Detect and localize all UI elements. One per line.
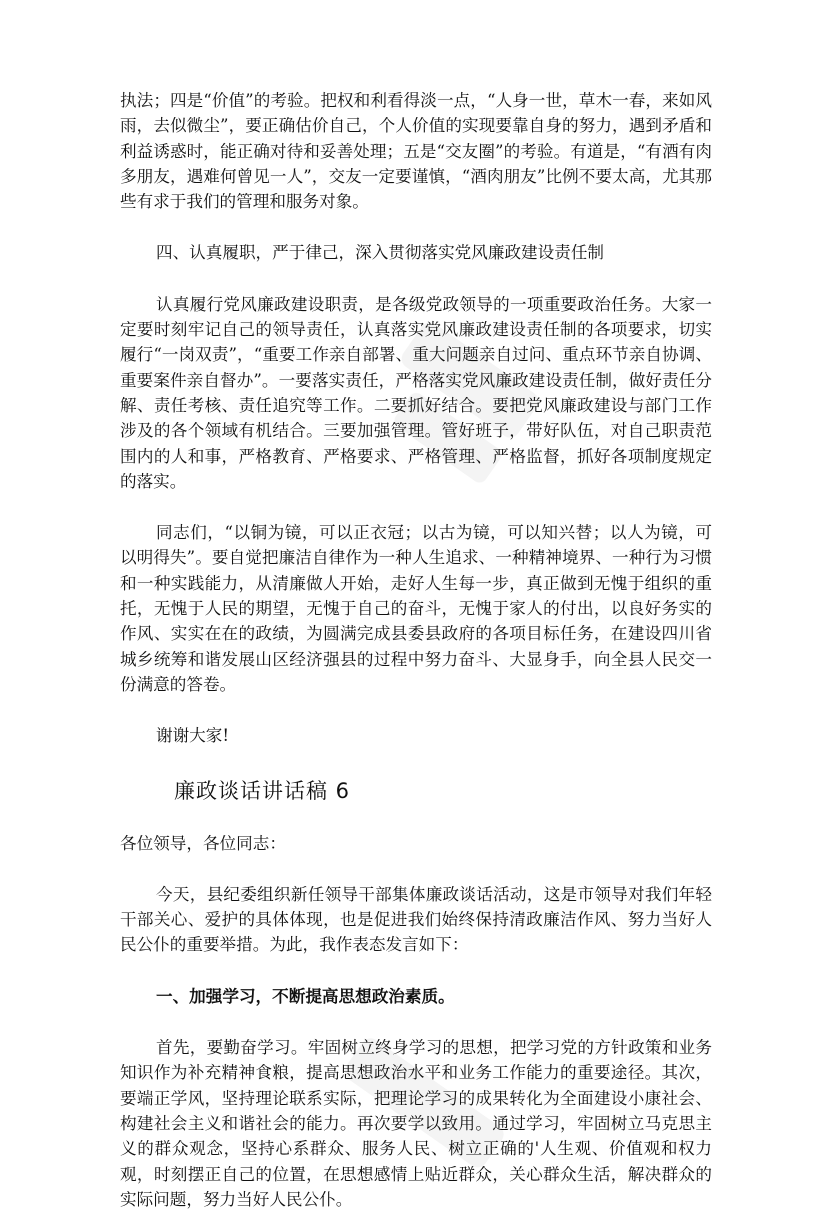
section-heading-one: 一、加强学习，不断提高思想政治素质。 [156,985,455,1006]
paragraph-study: 首先，要勤奋学习。牢固树立终身学习的思想，把学习党的方针政策和业务知识作为补充精神食粮，提高思想政治水平和业务工作能力的重要途径。其次，要端正学风，坚持理论联系实际，把理论学习的成果转化为全面建设小康社会、构建社会主义和谐社会的能力。再次要学以致用。通过学习，牢固树立马克思主义的群众观念，坚持心系群众、服务人民、树立正确的'人生观、价值观和权力观，时刻摆正自己的位置，在思想感情上贴近群众，关心群众生活，解决群众的实际问题，努力当好人民公仆。 [120,1038,712,1209]
salutation: 各位领导，各位同志： [120,833,286,853]
paragraph-intro: 今天，县纪委组织新任领导干部集体廉政谈话活动，这是市领导对我们年轻干部关心、爱护的具体体现，也是促进我们始终保持清政廉洁作风、努力当好人民公仆的重要举措。为此，我作表态发言如下： [120,884,712,955]
document-title: 廉政谈话讲话稿 6 [174,778,351,803]
document-page [120,88,712,1212]
section-heading-four: 四、认真履职，严于律己，深入贯彻落实党风廉政建设责任制 [156,243,605,263]
paragraph-responsibility: 认真履行党风廉政建设职责，是各级党政领导的一项重要政治任务。大家一定要时刻牢记自己的领导责任，认真落实党风廉政建设责任制的各项要求，切实履行“一岗双责”，“重要工作亲自部署、重大问题亲自过问、重点环节亲自协调、重要案件亲自督办”。一要落实责任，严格落实党风廉政建设责任制，做好责任分解、责任考核、责任追究等工作。二要抓好结合。要把党风廉政建设与部门工作涉及的各个领域有机结合。三要加强管理。管好班子，带好队伍，对自己职责范围内的人和事，严格教育、严格要求、严格管理、严格监督，抓好各项制度规定的落实。 [120,294,712,491]
paragraph-thanks: 谢谢大家! [156,726,230,746]
paragraph-continuation: 执法；四是“价值”的考验。把权和利看得淡一点，“人身一世，草木一春，来如风雨，去似微尘”，要正确估价自己，个人价值的实现要靠自身的努力，遇到矛盾和利益诱惑时，能正确对待和妥善处理；五是“交友圈”的考验。有道是，“有酒有肉多朋友，遇难何曾见一人”，交友一定要谨慎，“酒肉朋友”比例不要太高，尤其那些有求于我们的管理和服务对象。 [120,91,712,212]
paragraph-comrades: 同志们，“以铜为镜，可以正衣冠；以古为镜，可以知兴替；以人为镜，可以明得失”。要自觉把廉洁自律作为一种人生追求、一种精神境界、一种行为习惯和一种实践能力，从清廉做人开始，走好人生每一步，真正做到无愧于组织的重托，无愧于人民的期望，无愧于自己的奋斗，无愧于家人的付出，以良好务实的作风、实实在在的政绩，为圆满完成县委县政府的各项目标任务，在建设四川省城乡统筹和谐发展山区经济强县的过程中努力奋斗、大显身手，向全县人民交一份满意的答卷。 [120,523,712,694]
